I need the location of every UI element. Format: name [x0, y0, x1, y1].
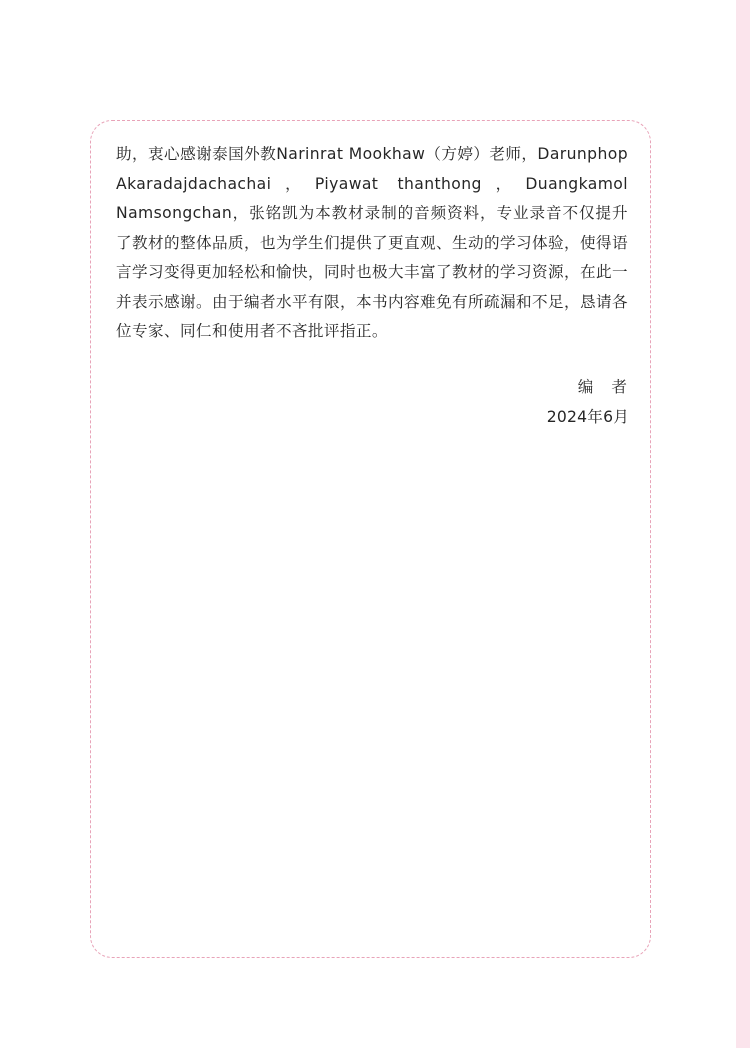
acknowledgement-paragraph: 助，衷心感谢泰国外教Narinrat Mookhaw（方婷）老师，Darunphop Akaradajdachachai，Piyawat thanthong，Duangkamol Namsongchan，张铭凯为本教材录制的音频资料，专业录音不仅提升了教材的整体品质，也为学生们提供了更直观、生动的学习体验，使得语言学习变得更加轻松和愉快，同时也极大丰富了教材的学习资源，在此一并表示感谢。由于编者水平有限，本书内容难免有所疏漏和不足，恳请各位专家、同仁和使用者不吝批评指正。 [116, 145, 628, 340]
signature-block [546, 373, 645, 432]
page-edge-strip [736, 0, 750, 1048]
author-signature: 编者 [577, 378, 645, 396]
signature-date: 2024年6月 [546, 407, 629, 426]
